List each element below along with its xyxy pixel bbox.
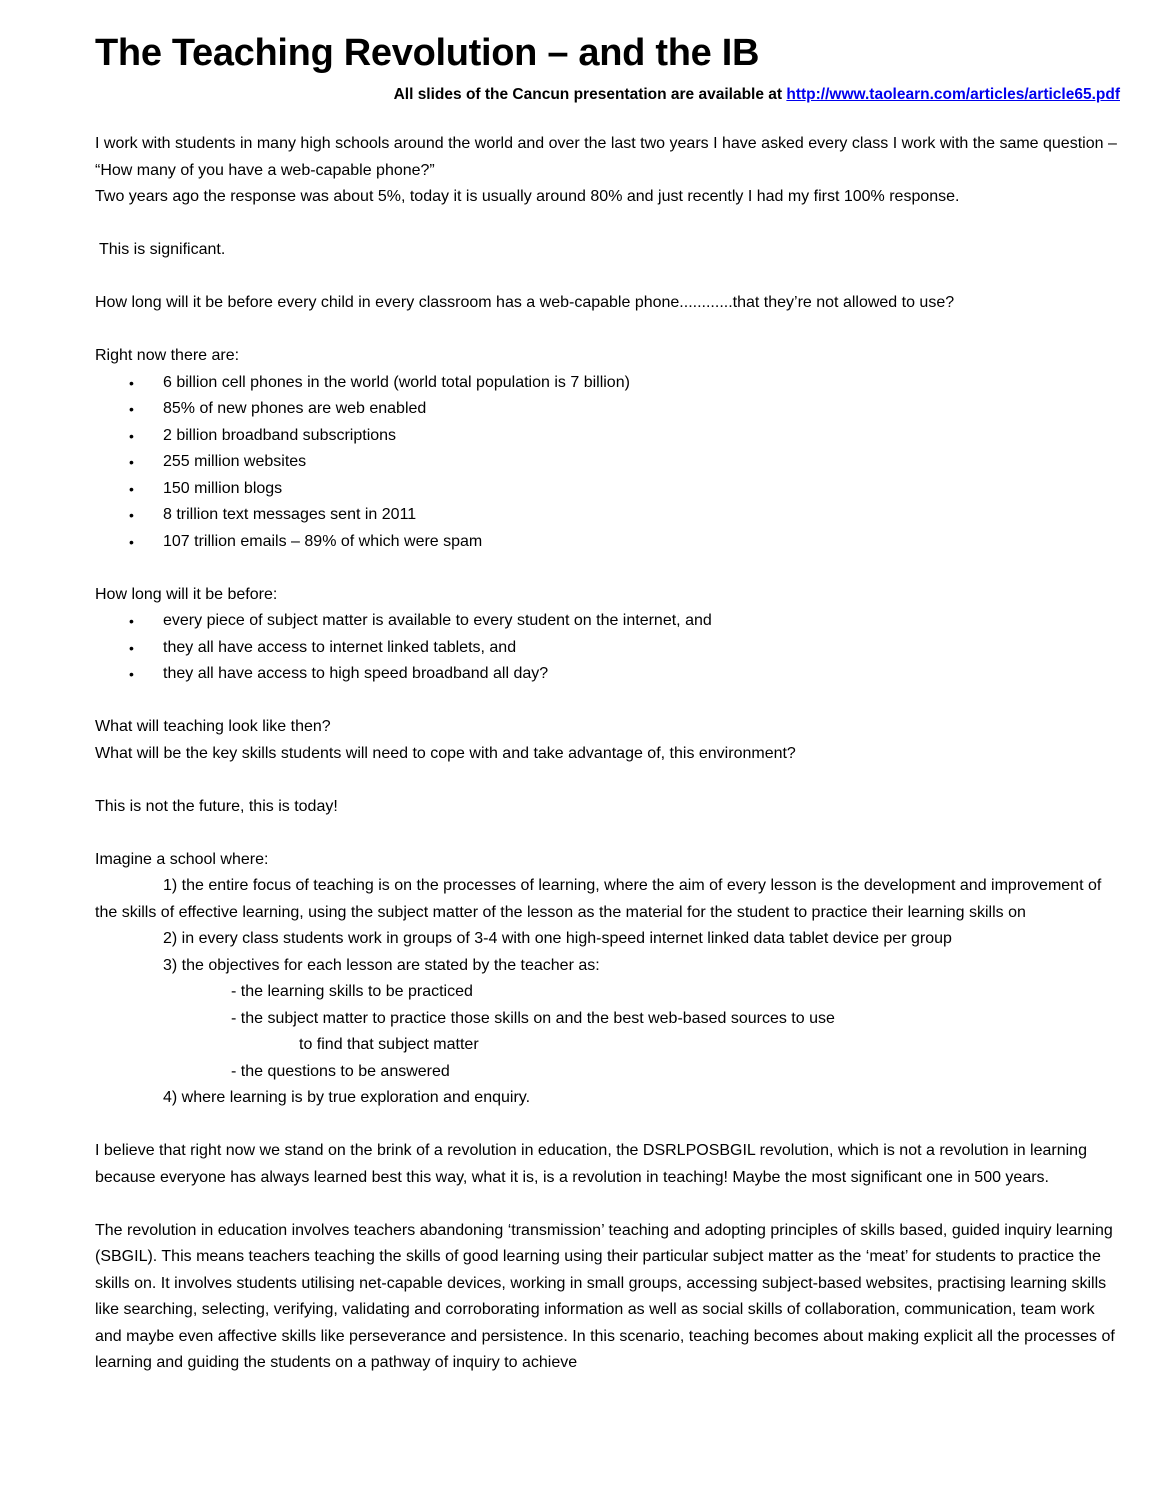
list-item: • 6 billion cell phones in the world (world total population is 7 billion) (95, 370, 1120, 397)
imagine-item-4: 4) where learning is by true exploration and enquiry. (163, 1089, 531, 1106)
significant-line: This is significant. (99, 241, 226, 258)
question-phone-line: How long will it be before every child in every classroom has a web-capable phone............that they’re not allowed to use? (95, 294, 955, 311)
believe-paragraph: I believe that right now we stand on the brink of a revolution in education, the DSRLPOSBGIL revolution, which is not a revolution in learning because everyone has always learned best this way, what it is, is a revolution in teaching! Maybe the most significant one in 500 years. (95, 1142, 1087, 1186)
list-item: • 150 million blogs (95, 476, 1120, 503)
imagine-item-3: 3) the objectives for each lesson are stated by the teacher as: (163, 956, 600, 974)
revolution-paragraph: The revolution in education involves teachers abandoning ‘transmission’ teaching and adopting principles of skills based, guided inquiry learning (SBGIL). This means teachers teaching the skills of good learning using their particular subject matter as the ‘meat’ for students to practice the skills on. It involves students utilising net-capable devices, working in small groups, accessing subject-based websites, practising learning skills like searching, selecting, verifying, validating and corroborating information as well as social skills of collaboration, communication, team work and maybe even affective skills like perseverance and persistence. In this scenario, teaching becomes about making explicit all the processes of learning and guiding the students on a pathway of inquiry to achieve (95, 1221, 1115, 1371)
list-item: • 2 billion broadband subscriptions (95, 423, 1120, 450)
imagine-item-1: 1) the entire focus of teaching is on the processes of learning, where the aim of every lesson is the development and improvement of the skills of effective learning, using the subject matter of the lesson as the material for the student to practice their learning skills on (95, 877, 1102, 921)
teaching-question: What will teaching look like then? (95, 718, 331, 735)
list-item: • they all have access to internet linked tablets, and (95, 635, 1120, 662)
document-page (95, 30, 1120, 1377)
list-item: • every piece of subject matter is available to every student on the internet, and (95, 608, 1120, 635)
objective-subject-matter-continued: to find that subject matter (299, 1036, 479, 1053)
statistics-list (95, 370, 1120, 556)
imagine-heading: Imagine a school where: (95, 850, 269, 868)
list-item: • 8 trillion text messages sent in 2011 (95, 502, 1120, 529)
how-long-heading: How long will it be before: (95, 585, 278, 603)
slides-availability-text: All slides of the Cancun presentation are available at (393, 86, 783, 103)
today-line: This is not the future, this is today! (95, 797, 338, 815)
imagine-item-2: 2) in every class students work in groups of 3-4 with one high-speed internet linked data tablet device per group (163, 930, 952, 947)
intro-response-line: Two years ago the response was about 5%, today it is usually around 80% and just recently I had my first 100% response. (95, 188, 960, 205)
list-item: • 107 trillion emails – 89% of which were spam (95, 529, 1120, 556)
document-body (95, 131, 1120, 1377)
slides-availability-line (95, 84, 1120, 106)
how-long-list (95, 608, 1120, 688)
intro-paragraph: I work with students in many high schools around the world and over the last two years I have asked every class I work with the same question – “How many of you have a web-capable phone?” (95, 135, 1117, 179)
objective-questions: - the questions to be answered (231, 1062, 450, 1080)
article-link[interactable]: http://www.taolearn.com/articles/article65.pdf (786, 86, 1120, 103)
list-item: • they all have access to high speed broadband all day? (95, 661, 1120, 688)
objective-subject-matter: - the subject matter to practice those skills on and the best web-based sources to use (231, 1009, 835, 1027)
right-now-heading: Right now there are: (95, 347, 240, 364)
list-item: • 255 million websites (95, 449, 1120, 476)
list-item: • 85% of new phones are web enabled (95, 396, 1120, 423)
skills-question: What will be the key skills students will need to cope with and take advantage of, this environment? (95, 744, 796, 762)
document-title: The Teaching Revolution – and the IB (95, 32, 760, 74)
objective-learning-skills: - the learning skills to be practiced (231, 983, 473, 1000)
